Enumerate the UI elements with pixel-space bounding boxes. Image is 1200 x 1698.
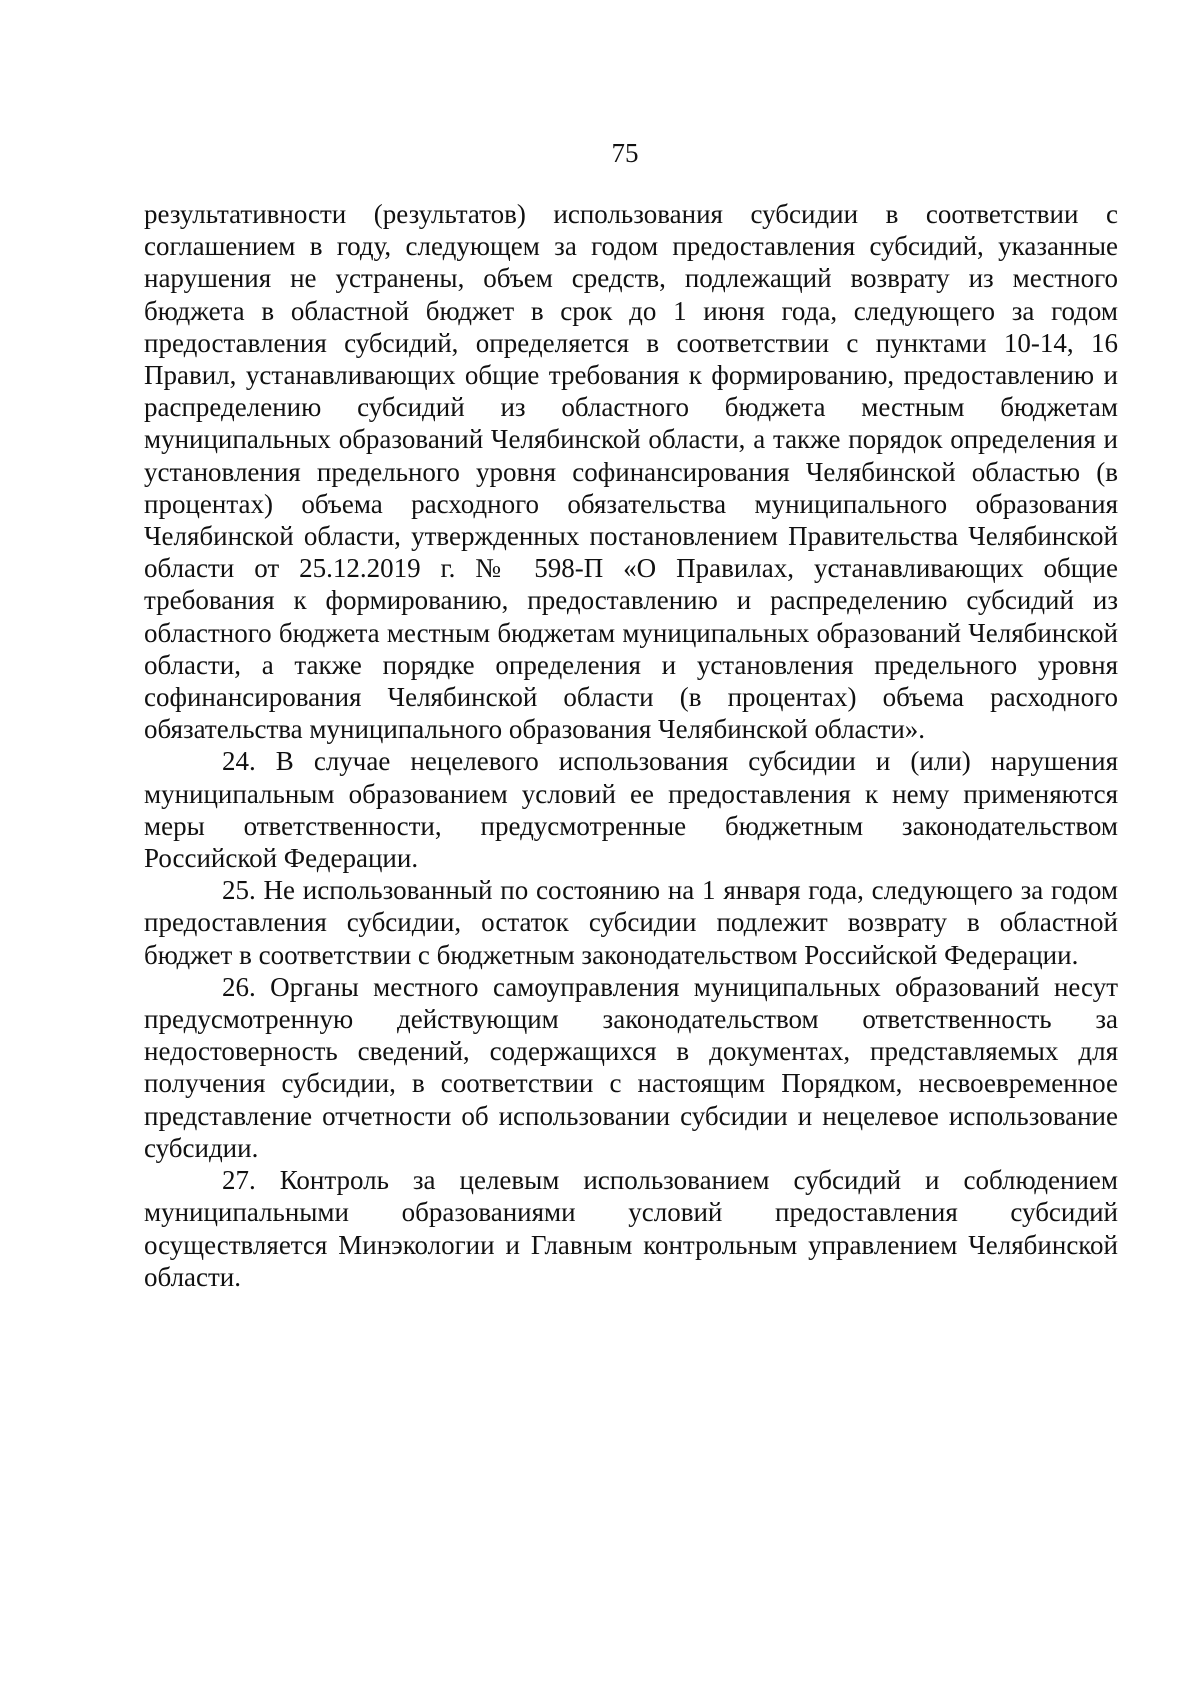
page-number: 75	[611, 138, 639, 168]
paragraph-26: 26. Органы местного самоуправления муниципальных образований несут предусмотренную действующим законодательством ответственность за недостоверность сведений, содержащихся в документах, представляемых для получения субсидии, в соответствии с настоящим Порядком, несвоевременное представление отчетности об использовании субсидии и нецелевое использование субсидии.	[144, 971, 1118, 1163]
paragraph-25: 25. Не использованный по состоянию на 1 января года, следующего за годом предоставления субсидии, остаток субсидии подлежит возврату в областной бюджет в соответствии с бюджетным законодательством Российской Федерации.	[144, 875, 1118, 970]
document-body	[144, 198, 1118, 1293]
paragraph-24: 24. В случае нецелевого использования субсидии и (или) нарушения муниципальным образованием условий ее предоставления к нему применяются меры ответственности, предусмотренные бюджетным законодательством Российской Федерации.	[144, 746, 1118, 874]
paragraph-continuation: результативности (результатов) использования субсидии в соответствии с соглашением в году, следующем за годом предоставления субсидий, указанные нарушения не устранены, объем средств, подлежащий возврату из местного бюджета в областной бюджет в срок до 1 июня года, следующего за годом предоставления субсидий, определяется в соответствии с пунктами 10-14, 16 Правил, устанавливающих общие требования к формированию, предоставлению и распределению субсидий из областного бюджета местным бюджетам муниципальных образований Челябинской области, а также порядок определения и установления предельного уровня софинансирования Челябинской областью (в процентах) объема расходного обязательства муниципального образования Челябинской области, утвержденных постановлением Правительства Челябинской области от 25.12.2019 г. № 598-П «О Правилах, устанавливающих общие требования к формированию, предоставлению и распределению субсидий из областного бюджета местным бюджетам муниципальных образований Челябинской области, а также порядке определения и установления предельного уровня софинансирования Челябинской области (в процентах) объема расходного обязательства муниципального образования Челябинской области».	[144, 199, 1118, 745]
paragraph-27: 27. Контроль за целевым использованием субсидий и соблюдением муниципальными образованиями условий предоставления субсидий осуществляется Минэкологии и Главным контрольным управлением Челябинской области.	[144, 1165, 1118, 1292]
